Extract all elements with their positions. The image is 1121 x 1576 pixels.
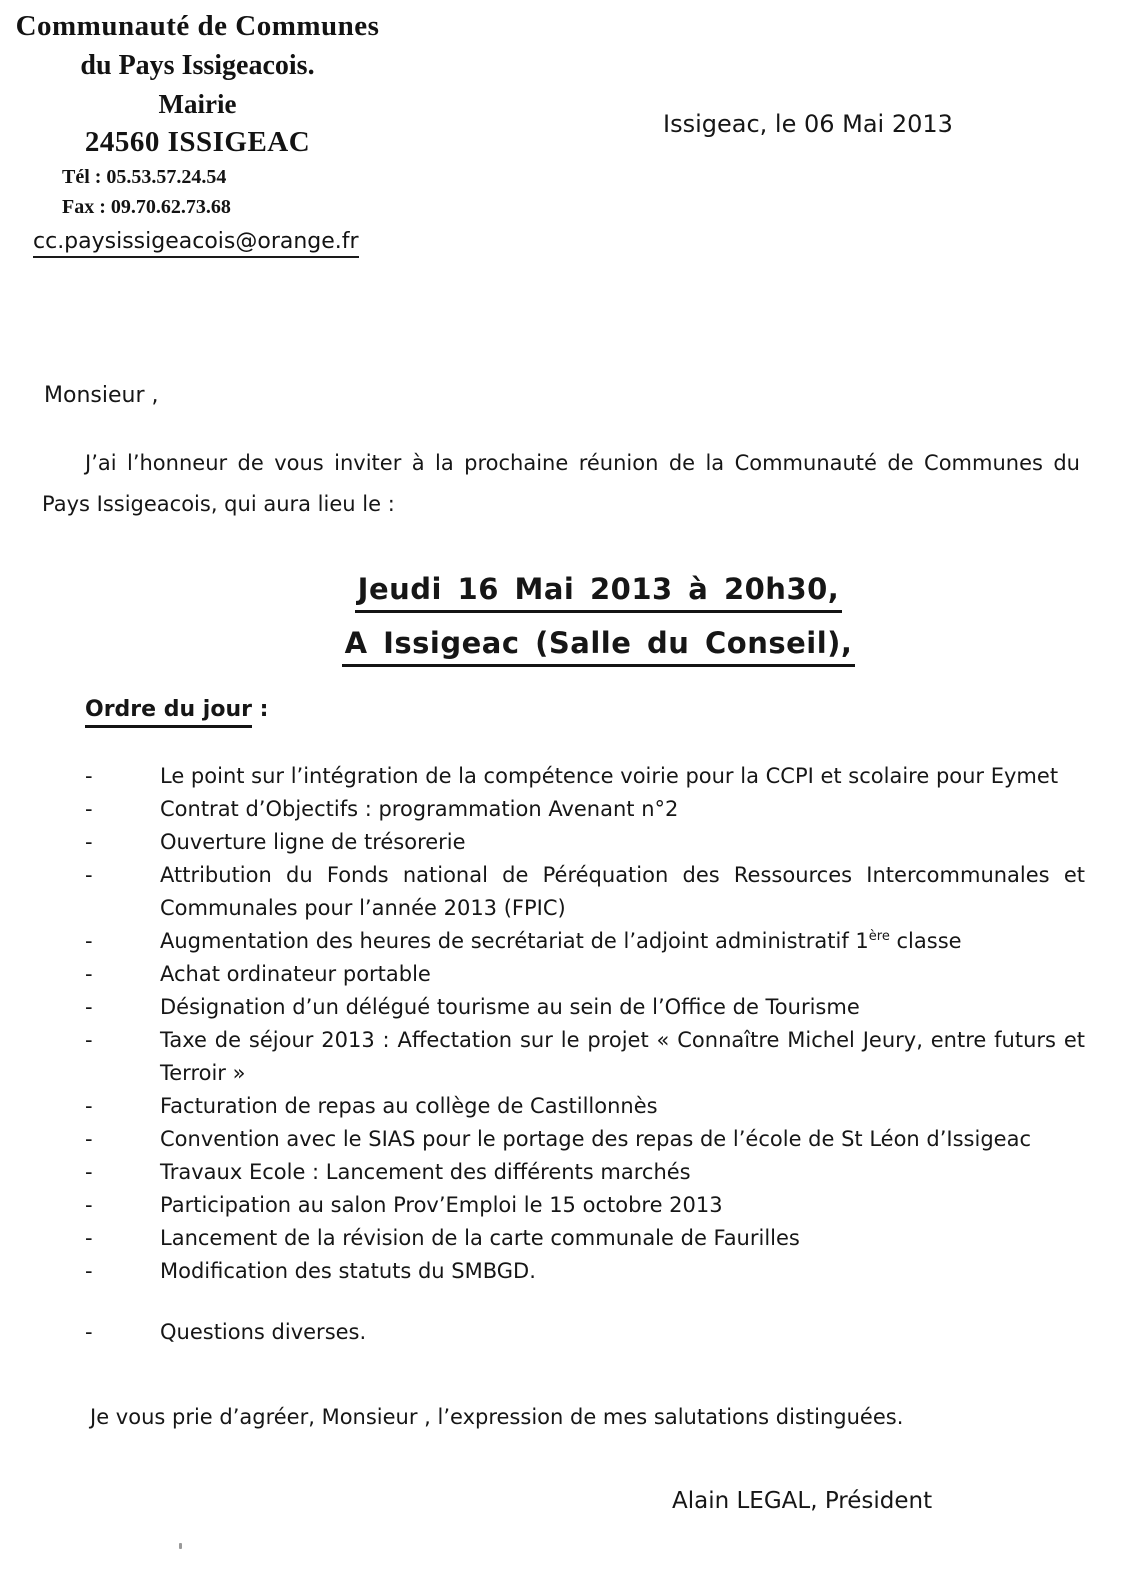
meeting-date-line — [76, 572, 1121, 613]
agenda-item — [85, 1222, 1085, 1255]
bullet-dash: - — [85, 1160, 93, 1184]
agenda-item — [85, 1316, 1085, 1349]
agenda-item — [85, 1255, 1085, 1288]
agenda-title-text: Ordre du jour — [85, 697, 252, 728]
agenda-item — [85, 760, 1085, 793]
bullet-dash: - — [85, 1094, 93, 1118]
bullet-dash: - — [85, 797, 93, 821]
intro-paragraph: J’ai l’honneur de vous inviter à la prochaine réunion de la Communauté de Communes du Pays Issigeacois, qui aura lieu le : — [42, 451, 1080, 516]
meeting-place-text: A Issigeac (Salle du Conseil), — [342, 626, 856, 667]
scan-artifact — [179, 1543, 182, 1549]
agenda-list — [85, 760, 1085, 1349]
signature-line: Alain LEGAL, Président — [672, 1488, 933, 1514]
agenda-item-text: Participation au salon Prov’Emploi le 15 octobre 2013 — [160, 1193, 723, 1217]
agenda-item — [85, 958, 1085, 991]
agenda-item — [85, 793, 1085, 826]
agenda-item-text: Facturation de repas au collège de Castillonnès — [160, 1094, 658, 1118]
agenda-item — [85, 1024, 1085, 1090]
agenda-item — [85, 1156, 1085, 1189]
meeting-heading — [76, 572, 1121, 667]
agenda-item-text: Travaux Ecole : Lancement des différents marchés — [160, 1160, 691, 1184]
bullet-dash: - — [85, 830, 93, 854]
org-phone: Tél : 05.53.57.24.54 — [62, 166, 227, 188]
agenda-title-colon: : — [251, 697, 269, 722]
bullet-dash: - — [85, 1259, 93, 1283]
org-email-text: cc.paysissigeacois@orange.fr — [33, 229, 359, 258]
agenda-item-text: Modification des statuts du SMBGD. — [160, 1259, 536, 1283]
salutation: Monsieur , — [44, 383, 159, 408]
agenda-item-text: Contrat d’Objectifs : programmation Avenant n°2 — [160, 797, 679, 821]
bullet-dash: - — [85, 1028, 93, 1052]
date-line: Issigeac, le 06 Mai 2013 — [663, 110, 953, 138]
bullet-dash: - — [85, 1193, 93, 1217]
bullet-dash: - — [85, 1127, 93, 1151]
agenda-item-text: Ouverture ligne de trésorerie — [160, 830, 466, 854]
closing-line: Je vous prie d’agréer, Monsieur , l’expression de mes salutations distinguées. — [90, 1405, 904, 1429]
org-fax: Fax : 09.70.62.73.68 — [62, 196, 231, 218]
bullet-dash: - — [85, 1320, 93, 1344]
agenda-item-text: Désignation d’un délégué tourisme au sein de l’Office de Tourisme — [160, 995, 860, 1019]
agenda-item — [85, 1123, 1085, 1156]
bullet-dash: - — [85, 863, 93, 887]
agenda-item — [85, 1189, 1085, 1222]
bullet-dash: - — [85, 1226, 93, 1250]
agenda-item — [85, 1090, 1085, 1123]
agenda-item-text: Questions diverses. — [160, 1320, 367, 1344]
agenda-item — [85, 991, 1085, 1024]
bullet-dash: - — [85, 764, 93, 788]
agenda-item-text: Achat ordinateur portable — [160, 962, 431, 986]
meeting-date-text: Jeudi 16 Mai 2013 à 20h30, — [355, 572, 843, 613]
agenda-item — [85, 925, 1085, 958]
org-mairie: Mairie — [158, 89, 237, 119]
agenda-item-text: Le point sur l’intégration de la compétence voirie pour la CCPI et scolaire pour Eymet — [160, 764, 1059, 788]
org-email — [0, 229, 395, 254]
meeting-place-line — [76, 626, 1121, 667]
agenda-item-text: Taxe de séjour 2013 : Affectation sur le projet « Connaître Michel Jeury, entre futurs et Terroir » — [160, 1028, 1085, 1085]
org-name-line2: du Pays Issigeacois. — [80, 50, 315, 81]
letterhead — [0, 10, 395, 254]
agenda-item — [85, 859, 1085, 925]
superscript-text: ère — [868, 929, 890, 944]
bullet-dash: - — [85, 995, 93, 1019]
org-postal-city: 24560 ISSIGEAC — [84, 126, 311, 158]
agenda-item-text: Convention avec le SIAS pour le portage des repas de l’école de St Léon d’Issigeac — [160, 1127, 1031, 1151]
agenda-item-text: Augmentation des heures de secrétariat de l’adjoint administratif 1ère classe — [160, 929, 962, 953]
agenda-title — [85, 697, 268, 722]
org-name-line1: Communauté de Communes — [15, 10, 380, 42]
bullet-dash: - — [85, 929, 93, 953]
agenda-item — [85, 826, 1085, 859]
agenda-item-text: Lancement de la révision de la carte communale de Faurilles — [160, 1226, 800, 1250]
bullet-dash: - — [85, 962, 93, 986]
agenda-item-text: Attribution du Fonds national de Péréquation des Ressources Intercommunales et Communales pour l’année 2013 (FPIC) — [160, 863, 1085, 920]
